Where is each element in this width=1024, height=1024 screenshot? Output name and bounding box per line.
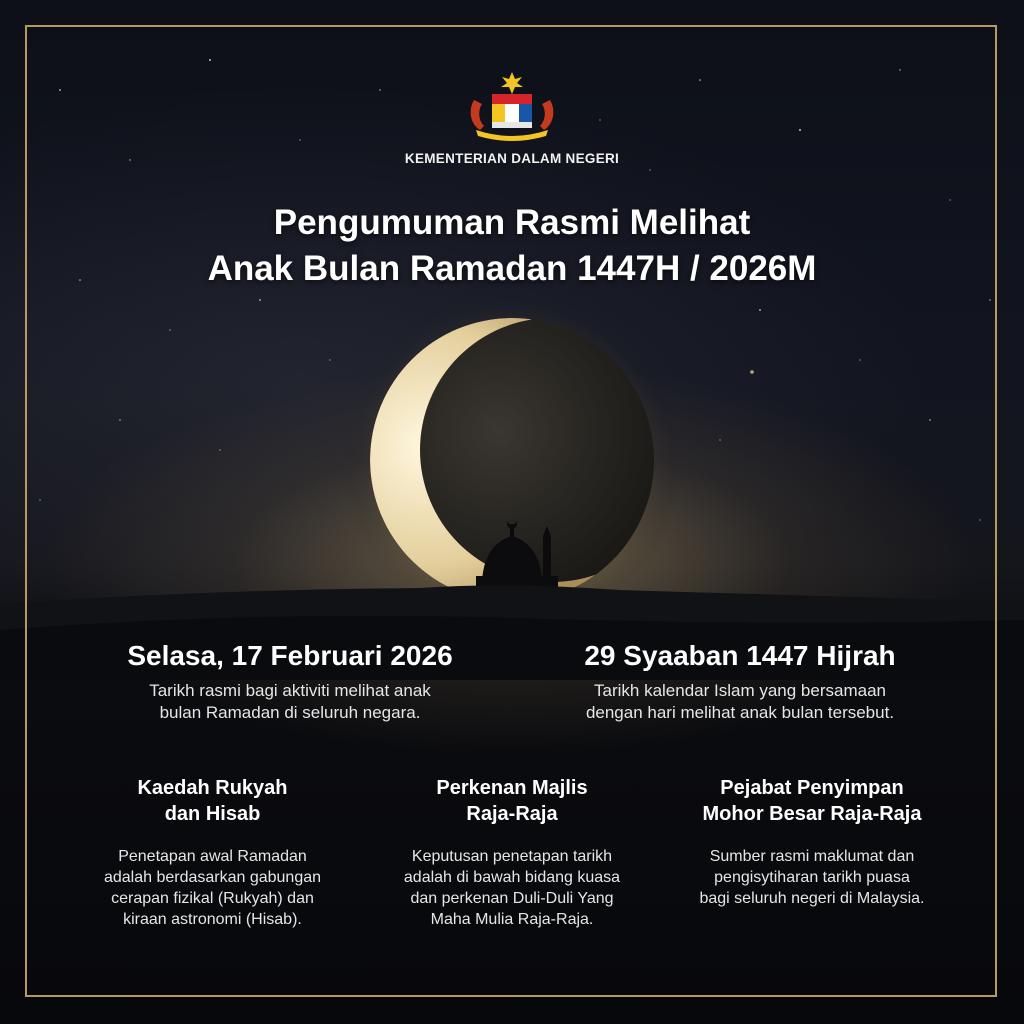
heading-line: Pejabat Penyimpan xyxy=(720,777,904,799)
desc-line: kiraan astronomi (Hisab). xyxy=(123,911,302,928)
desc-line: Keputusan penetapan tarikh xyxy=(411,848,613,865)
title-line-2: Anak Bulan Ramadan 1447H / 2026M xyxy=(207,249,817,288)
heading-line: dan Hisab xyxy=(164,803,261,825)
desc-line: Maha Mulia Raja-Raja. xyxy=(430,911,594,928)
title-line-1: Pengumuman Rasmi Melihat xyxy=(273,203,751,242)
hijri-date-description xyxy=(515,680,965,724)
column-description xyxy=(70,846,355,930)
info-column-rukyah-hisab xyxy=(70,775,355,930)
hijri-date-heading: 29 Syaaban 1447 Hijrah xyxy=(584,640,896,671)
desc-line: Penetapan awal Ramadan xyxy=(118,848,307,865)
desc-line: adalah di bawah bidang kuasa xyxy=(403,869,621,886)
desc-line: cerapan fizikal (Rukyah) dan xyxy=(111,890,314,907)
desc-line: Tarikh rasmi bagi aktiviti melihat anak xyxy=(149,681,431,700)
hijri-date-block xyxy=(515,638,965,724)
column-heading xyxy=(668,775,956,827)
column-description xyxy=(372,846,652,930)
desc-line: Sumber rasmi maklumat dan xyxy=(709,848,915,865)
heading-line: Mohor Besar Raja-Raja xyxy=(702,803,922,825)
desc-line: dan perkenan Duli-Duli Yang xyxy=(410,890,614,907)
heading-line: Raja-Raja xyxy=(466,803,558,825)
heading-line: Perkenan Majlis xyxy=(436,777,588,799)
malaysia-coat-of-arms-icon xyxy=(462,70,562,142)
ministry-name: KEMENTERIAN DALAM NEGERI xyxy=(404,151,620,166)
gregorian-date-heading: Selasa, 17 Februari 2026 xyxy=(127,640,453,671)
column-heading xyxy=(372,775,652,827)
desc-line: adalah berdasarkan gabungan xyxy=(103,869,322,886)
column-heading xyxy=(70,775,355,827)
info-column-majlis-raja-raja xyxy=(372,775,652,930)
gregorian-date-description xyxy=(60,680,520,724)
page-title xyxy=(0,200,1024,292)
desc-line: pengisytiharan tarikh puasa xyxy=(714,869,910,886)
desc-line: bulan Ramadan di seluruh negara. xyxy=(159,703,421,722)
info-column-penyimpan-mohor xyxy=(668,775,956,909)
column-description xyxy=(668,846,956,909)
gregorian-date-block xyxy=(60,638,520,724)
heading-line: Kaedah Rukyah xyxy=(137,777,288,799)
desc-line: dengan hari melihat anak bulan tersebut. xyxy=(585,703,895,722)
desc-line: bagi seluruh negeri di Malaysia. xyxy=(699,890,925,907)
desc-line: Tarikh kalendar Islam yang bersamaan xyxy=(594,681,886,700)
